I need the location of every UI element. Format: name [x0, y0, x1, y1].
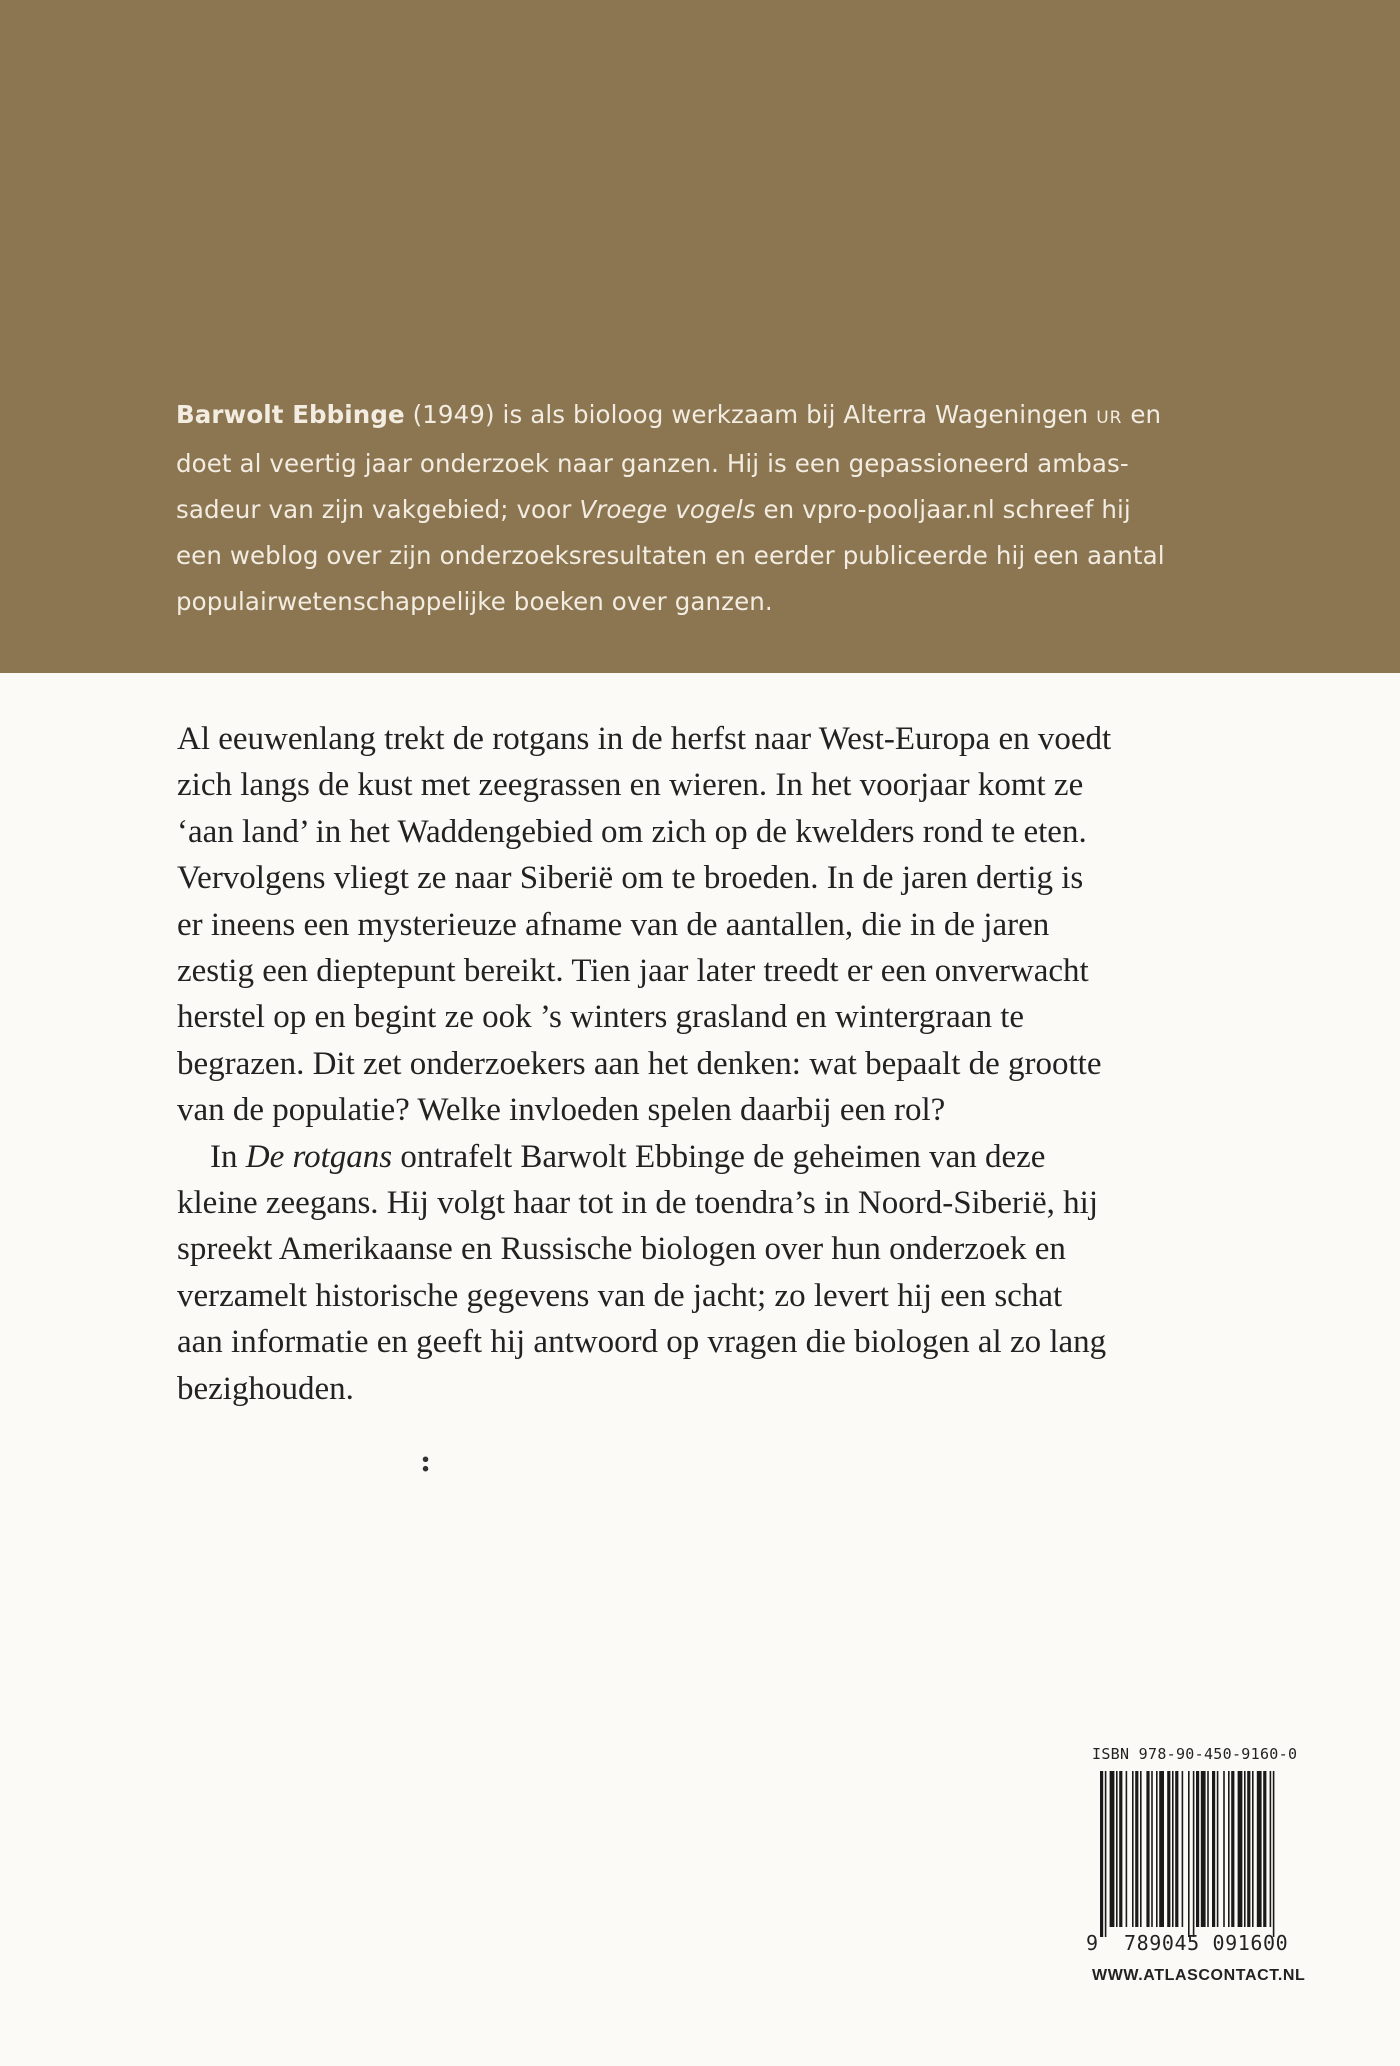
barcode-bar: [1247, 1771, 1250, 1927]
blurb-line: Vervolgens vliegt ze naar Siberië om te broeden. In de jaren dertig is: [177, 860, 1084, 897]
blurb-line: kleine zeegans. Hij volgt haar tot in de toendra’s in Noord-Siberië, hij: [177, 1185, 1099, 1222]
barcode-first-digit: 9: [1086, 1931, 1099, 1955]
barcode-bar: [1223, 1771, 1225, 1927]
barcode-bar: [1201, 1771, 1206, 1927]
barcode-bar: [1167, 1771, 1170, 1927]
colon-ornament: :: [420, 1444, 432, 1479]
barcode-bar: [1244, 1771, 1246, 1927]
barcode-bar: [1212, 1771, 1215, 1927]
barcode-bar: [1126, 1771, 1128, 1927]
blurb-line: bezighouden.: [177, 1370, 354, 1407]
barcode-bar: [1263, 1771, 1266, 1927]
barcode-block: [1086, 1745, 1340, 2005]
barcode-bar: [1100, 1771, 1103, 1937]
isbn-label: ISBN 978-90-450-9160-0: [1092, 1745, 1298, 1763]
barcode-right-digits: 091600: [1212, 1931, 1289, 1955]
blurb-text: ontrafelt Barwolt Ebbinge de geheimen van deze: [392, 1138, 1046, 1175]
barcode-bar: [1172, 1771, 1174, 1927]
author-bio-text: en vpro-pooljaar.nl schreef hij: [755, 495, 1131, 524]
blurb-text: In: [210, 1138, 246, 1175]
blurb-line: van de populatie? Welke invloeden spelen daarbij een rol?: [177, 1092, 946, 1129]
author-bio-line: een weblog over zijn onderzoeksresultaten en eerder publiceerde hij een aantal: [176, 541, 1165, 570]
author-bio-line: [176, 487, 1276, 533]
barcode-bar: [1140, 1771, 1142, 1927]
barcode-bar: [1257, 1771, 1262, 1927]
author-bio-text: sadeur van zijn vakgebied; voor: [176, 495, 580, 524]
barcode-bar: [1231, 1771, 1234, 1927]
barcode-bar: [1119, 1771, 1122, 1927]
blurb-line: zestig een dieptepunt bereikt. Tien jaar later treedt er een onverwacht: [177, 953, 1089, 990]
barcode-bar: [1151, 1771, 1153, 1927]
barcode-left-digits: 789045: [1123, 1931, 1200, 1955]
barcode-bar: [1207, 1771, 1209, 1927]
blurb-line: verzamelt historische gegevens van de jacht; zo levert hij een schat: [177, 1277, 1063, 1314]
barcode-bar: [1188, 1771, 1190, 1937]
barcode-bar: [1273, 1771, 1275, 1937]
barcode-bar: [1182, 1771, 1184, 1927]
barcode-digits: [1086, 1931, 1340, 1955]
barcode-bar: [1110, 1771, 1115, 1927]
blurb-line: herstel op en begint ze ook ’s winters grasland en wintergraan te: [177, 999, 1025, 1036]
author-bio-line: doet al veertig jaar onderzoek naar ganzen. Hij is een gepassioneerd ambas-: [176, 449, 1129, 478]
blurb-line: ‘aan land’ in het Waddengebied om zich op de kwelders rond te eten.: [177, 813, 1087, 850]
blurb-line: begrazen. Dit zet onderzoekers aan het denken: wat bepaalt de grootte: [177, 1045, 1102, 1082]
blurb-line: [177, 1134, 1307, 1180]
barcode-bar: [1252, 1771, 1254, 1927]
blurb-line: zich langs de kust met zeegrassen en wieren. In het voorjaar komt ze: [177, 767, 1084, 804]
barcode-bar: [1217, 1771, 1219, 1927]
barcode-bar: [1146, 1771, 1149, 1927]
author-bio-text: (1949) is als bioloog werkzaam bij Alterra Wageningen: [404, 400, 1097, 429]
barcode-bar: [1132, 1771, 1134, 1927]
blurb-line: Al eeuwenlang trekt de rotgans in de herfst naar West-Europa en voedt: [177, 721, 1112, 757]
barcode-bar: [1175, 1771, 1178, 1927]
barcode-bar: [1193, 1771, 1195, 1937]
barcode-bar: [1196, 1771, 1199, 1927]
barcode-bar: [1156, 1771, 1158, 1927]
barcode-bar: [1116, 1771, 1118, 1927]
author-bio-text: en: [1122, 400, 1162, 429]
author-bio-smallcaps: UR: [1096, 408, 1123, 428]
author-name: Barwolt Ebbinge: [176, 400, 405, 429]
barcode-bar: [1159, 1771, 1164, 1927]
author-bio-line: populairwetenschappelijke boeken over ganzen.: [176, 587, 773, 616]
blurb-line: spreekt Amerikaanse en Russische biologen over hun onderzoek en: [177, 1231, 1066, 1268]
barcode-icon: [1086, 1767, 1340, 1937]
barcode-bar: [1135, 1771, 1138, 1927]
blurb-line: aan informatie en geeft hij antwoord op vragen die biologen al zo lang: [177, 1324, 1107, 1361]
author-bio-line: [176, 392, 1276, 441]
publisher-url: WWW.ATLASCONTACT.NL: [1092, 1967, 1306, 1984]
barcode-bar: [1238, 1771, 1243, 1927]
book-blurb: [177, 716, 1307, 1412]
barcode-bar: [1105, 1771, 1107, 1937]
barcode-bar: [1228, 1771, 1230, 1927]
book-title: De rotgans: [245, 1138, 393, 1175]
blurb-line: er ineens een mysterieuze afname van de aantallen, die in de jaren: [177, 906, 1050, 943]
author-bio: [176, 392, 1276, 625]
radio-programme-title: Vroege vogels: [579, 495, 756, 524]
barcode-bar: [1270, 1771, 1272, 1927]
